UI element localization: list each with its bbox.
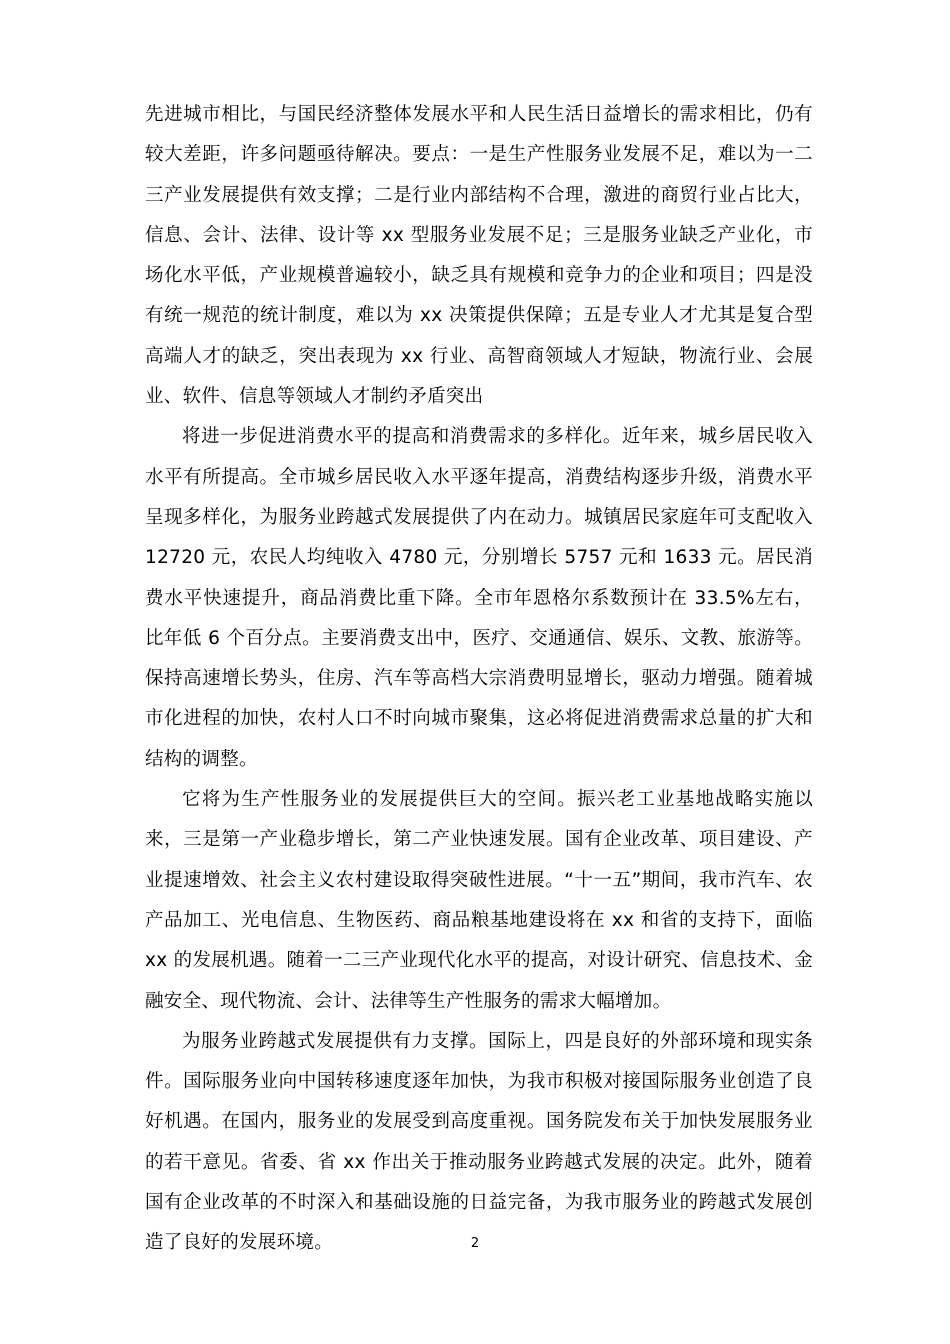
paragraph-3: 它将为生产性服务业的发展提供巨大的空间。振兴老工业基地战略实施以来，三是第一产业稳步增长，第二产业快速发展。国有企业改革、项目建设、产业提速增效、社会主义农村建设取得突破性进展。“十一五”期间，我市汽车、农产品加工、光电信息、生物医药、商品粮基地建设将在 xx 和省的支持下，面临 xx 的发展机遇。随着一二三产业现代化水平的提高，对设计研究、信息技术、金融安全、现代物流、会计、法律等生产性服务的需求大幅增加。 (145, 789, 813, 1012)
page-number: 2 (470, 1236, 480, 1251)
body-text (145, 95, 813, 1264)
paragraph-4: 为服务业跨越式发展提供有力支撑。国际上，四是良好的外部环境和现实条件。国际服务业向中国转移速度逐年加快，为我市积极对接国际服务业创造了良好机遇。在国内，服务业的发展受到高度重视。国务院发布关于加快发展服务业的若干意见。省委、省 xx 作出关于推动服务业跨越式发展的决定。此外，随着国有企业改革的不时深入和基础设施的日益完备，为我市服务业的跨越式发展创造了良好的发展环境。 (145, 1030, 813, 1254)
paragraph-2: 将进一步促进消费水平的提高和消费需求的多样化。近年来，城乡居民收入水平有所提高。全市城乡居民收入水平逐年提高，消费结构逐步升级，消费水平呈现多样化，为服务业跨越式发展提供了内在动力。城镇居民家庭年可支配收入 12720 元，农民人均纯收入 4780 元，分别增长 5757 元和 1633 元。居民消费水平快速提升，商品消费比重下降。全市年恩格尔系数预计在 33.5%左右，比年低 6 个百分点。主要消费支出中，医疗、交通通信、娱乐、文教、旅游等。保持高速增长势头，住房、汽车等高档大宗消费明显增长，驱动力增强。随着城市化进程的加快，农村人口不时向城市聚集，这必将促进消费需求总量的扩大和结构的调整。 (145, 426, 813, 770)
paragraph-1: 先进城市相比，与国民经济整体发展水平和人民生活日益增长的需求相比，仍有较大差距，许多问题亟待解决。要点：一是生产性服务业发展不足，难以为一二三产业发展提供有效支撑；二是行业内部结构不合理，激进的商贸行业占比大，信息、会计、法律、设计等 xx 型服务业发展不足；三是服务业缺乏产业化，市场化水平低，产业规模普遍较小，缺乏具有规模和竞争力的企业和项目；四是没有统一规范的统计制度，难以为 xx 决策提供保障；五是专业人才尤其是复合型高端人才的缺乏，突出表现为 xx 行业、高智商领域人才短缺，物流行业、会展业、软件、信息等领域人才制约矛盾突出 (145, 104, 813, 408)
